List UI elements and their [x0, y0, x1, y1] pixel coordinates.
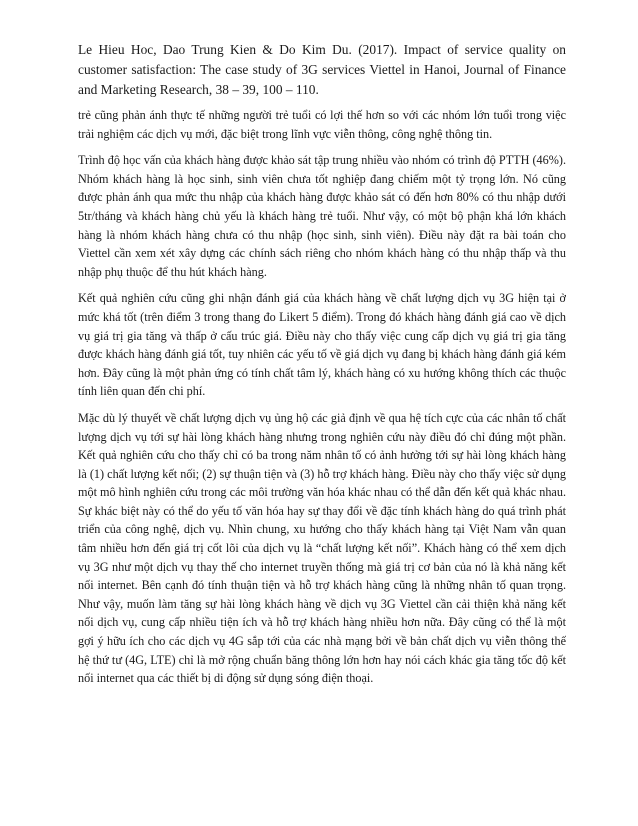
paragraph-age-experience: trẻ cũng phản ánh thực tế những người trẻ tuổi có lợi thế hơn so với các nhóm lớn tuổi trong việc trải nghiệm các dịch vụ mới, đặc biệt trong lĩnh vực viễn thông, công nghệ thông tin.: [78, 108, 566, 141]
paragraph-quality-evaluation: Kết quả nghiên cứu cũng ghi nhận đánh giá của khách hàng về chất lượng dịch vụ 3G hiện tại ở mức khá tốt (trên điểm 3 trong thang đo Likert 5 điểm). Trong đó khách hàng đánh giá cao về dịch vụ giá trị gia tăng và thấp ở cấu trúc giá. Điều này cho thấy việc cung cấp dịch vụ giá trị gia tăng được khách hàng đánh giá tốt, tuy nhiên các yếu tố về giá dịch vụ đang bị khách hàng đánh giá kém hơn. Đây cũng là một phản ứng có tính chất tâm lý, khách hàng có xu hướng không thích các thuộc tính liên quan đến chi phí.: [78, 291, 566, 399]
citation-reference: Le Hieu Hoc, Dao Trung Kien & Do Kim Du. (2017). Impact of service quality on customer satisfaction: The case study of 3G services Viettel in Hanoi, Journal of Finance and Marketing Research, 38 – 39, 100 – 110.: [78, 42, 566, 97]
paragraph-satisfaction-factors: Mặc dù lý thuyết về chất lượng dịch vụ ủng hộ các giả định về qua hệ tích cực của các nhân tố chất lượng dịch vụ tới sự hài lòng khách hàng nhưng trong nghiên cứu này điều đó chỉ đúng một phần. Kết quả nghiên cứu cho thấy chỉ có ba trong năm nhân tố có ảnh hưởng tới sự hài lòng khách hàng là (1) chất lượng kết nối; (2) sự thuận tiện và (3) hỗ trợ khách hàng. Điều này cho thấy việc sử dụng một mô hình nghiên cứu trong các môi trường văn hóa khác nhau có thể dẫn đến kết quả khác nhau. Sự khác biệt này có thể do yếu tố văn hóa hay sự thay đổi về đặc tính khách hàng do quá trình phát triển của công nghệ, dịch vụ. Nhìn chung, xu hướng cho thấy khách hàng tại Việt Nam vẫn quan tâm nhiều hơn đến giá trị cốt lõi của dịch vụ là “chất lượng kết nối”. Khách hàng có thể xem dịch vụ 3G như một dịch vụ thay thế cho internet truyền thống mà giá trị cơ bản của nó là khả năng kết nối internet. Bên cạnh đó tính thuận tiện và hỗ trợ khách hàng cũng là những nhân tố quan trọng. Như vậy, muốn làm tăng sự hài lòng khách hàng về dịch vụ 3G Viettel cần cải thiện khả năng kết nối dịch vụ, cung cấp nhiều tiện ích và hỗ trợ khách hàng nhiều hơn nữa. Đây cũng có thể là một gợi ý hữu ích cho các dịch vụ 4G sắp tới của các nhà mạng bởi về bản chất dịch vụ viễn thông thế hệ thứ tư (4G, LTE) chỉ là mở rộng chuẩn băng thông lớn hơn hay nói cách khác gia tăng tốc độ kết nối internet qua các thiết bị di động sử dụng sóng điện thoại.: [78, 410, 566, 686]
paragraph-education-income: Trình độ học vấn của khách hàng được khảo sát tập trung nhiều vào nhóm có trình độ PTTH (46%). Nhóm khách hàng là học sinh, sinh viên chưa tốt nghiệp đang chiếm một tỷ trọng lớn. Nó cũng được phản ánh qua mức thu nhập của khách hàng được khảo sát có đến hơn 80% có thu nhập dưới 5tr/tháng và khách hàng chủ yếu là khách hàng trẻ tuổi. Như vậy, có một bộ phận khá lớn khách hàng là nhóm khách hàng chưa có thu nhập (học sinh, sinh viên). Điều này đặt ra bài toán cho Viettel cần xem xét xây dựng các chính sách riêng cho nhóm khách hàng có thu nhập thấp và thu nhập phụ thuộc để thu hút khách hàng.: [78, 153, 566, 279]
document-page: [78, 40, 566, 810]
